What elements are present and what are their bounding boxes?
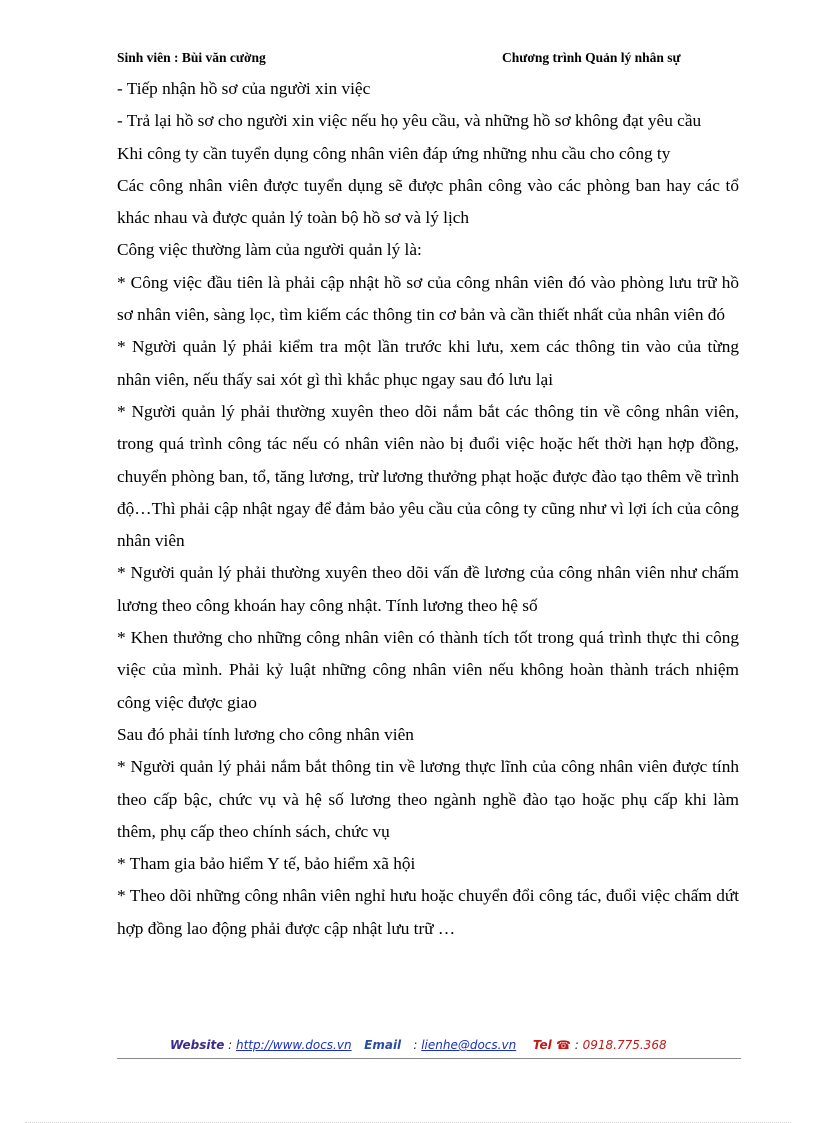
paragraph: Sau đó phải tính lương cho công nhân viên: [117, 724, 414, 744]
header-program-title: Chương trình Quản lý nhân sự: [502, 50, 681, 65]
paragraph: * Khen thưởng cho những công nhân viên có thành tích tốt trong quá trình thực thi công việc của mình. Phải kỷ luật những công nhân viên nếu không hoàn thành trách nhiệm công việc được giao: [117, 628, 739, 712]
footer-contact-line: [170, 1038, 667, 1052]
page-header: [117, 50, 741, 70]
phone-number: 0918.775.368: [582, 1038, 667, 1052]
paragraph: - Tiếp nhận hồ sơ của người xin việc: [117, 79, 371, 98]
paragraph: * Theo dõi những công nhân viên nghỉ hưu hoặc chuyển đổi công tác, đuổi việc chấm dứt hợp đồng lao động phải được cập nhật lưu trữ …: [117, 886, 739, 938]
email-link[interactable]: lienhe@docs.vn: [421, 1038, 517, 1052]
website-separator: :: [224, 1038, 236, 1052]
document-body: [117, 73, 739, 945]
page-footer: [117, 1036, 741, 1059]
header-student-name: Sinh viên : Bùi văn cường: [117, 50, 266, 65]
tel-label: Tel: [532, 1038, 552, 1052]
paragraph: * Người quản lý phải nắm bắt thông tin về lương thực lĩnh của công nhân viên được tính theo cấp bậc, chức vụ và hệ số lương theo ngành nghề đào tạo hoặc phụ cấp khi làm thêm, phụ cấp theo chính sách, chức vụ: [117, 757, 739, 841]
paragraph: * Người quản lý phải thường xuyên theo dõi nắm bắt các thông tin về công nhân viên, trong quá trình công tác nếu có nhân viên nào bị đuổi việc hoặc hết thời hạn hợp đồng, chuyển phòng ban, tổ, tăng lương, trừ lương thưởng phạt hoặc được đào tạo thêm về trình độ…Thì phải cập nhật ngay để đảm bảo yêu cầu của công ty cũng như vì lợi ích của công nhân viên: [117, 401, 739, 551]
phone-separator: :: [570, 1038, 583, 1052]
paragraph: * Tham gia bảo hiểm Y tế, bảo hiểm xã hội: [117, 854, 416, 874]
paragraph: Các công nhân viên được tuyển dụng sẽ được phân công vào các phòng ban hay các tổ khác nhau và được quản lý toàn bộ hồ sơ và lý lịch: [117, 175, 739, 228]
email-label: Email: [364, 1038, 402, 1052]
website-label: Website: [170, 1038, 225, 1052]
website-link[interactable]: http://www.docs.vn: [236, 1038, 352, 1052]
paragraph: Công việc thường làm của người quản lý là:: [117, 240, 422, 260]
paragraph: * Người quản lý phải thường xuyên theo dõi vấn đề lương của công nhân viên như chấm lương theo công khoán hay công nhật. Tính lương theo hệ số: [117, 563, 739, 615]
paragraph: * Công việc đầu tiên là phải cập nhật hồ sơ của công nhân viên đó vào phòng lưu trữ hồ sơ nhân viên, sàng lọc, tìm kiếm các thông tin cơ bản và cần thiết nhất của nhân viên đó: [117, 272, 739, 325]
paragraph: - Trả lại hồ sơ cho người xin việc nếu họ yêu cầu, và những hồ sơ không đạt yêu cầu: [117, 111, 702, 131]
paragraph: Khi công ty cần tuyển dụng công nhân viên đáp ứng những nhu cầu cho công ty: [117, 143, 671, 163]
phone-icon: ☎: [555, 1038, 571, 1052]
email-separator: :: [409, 1038, 422, 1052]
paragraph: * Người quản lý phải kiểm tra một lần trước khi lưu, xem các thông tin vào của từng nhân viên, nếu thấy sai xót gì thì khắc phục ngay sau đó lưu lại: [117, 337, 739, 389]
